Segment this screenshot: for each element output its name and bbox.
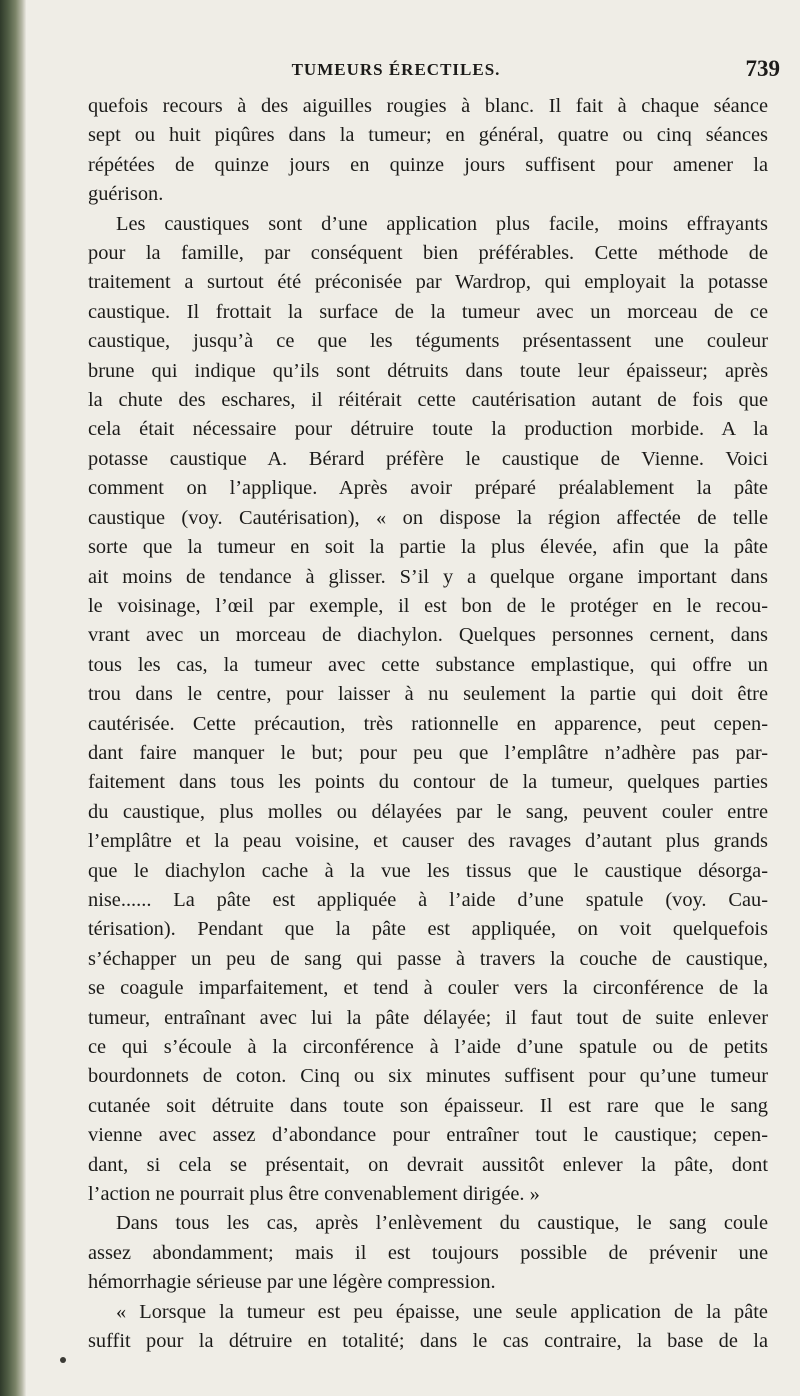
text-line: « Lorsque la tumeur est peu épaisse, une seule application de la pâte [116,1300,768,1323]
text-line: caustique (voy. Cautérisation), « on dispose la région affectée de telle [88,506,768,529]
text-line: bourdonnets de coton. Cinq ou six minutes suffisent pour qu’une tumeur [88,1065,768,1088]
text-line: vienne avec assez d’abondance pour entraîner tout le caustique; cepen- [88,1124,768,1147]
text-line: Les caustiques sont d’une application plus facile, moins effrayants [116,212,768,235]
text-line: comment on l’applique. Après avoir préparé préalablement la pâte [88,477,768,500]
text-line: le voisinage, l’œil par exemple, il est bon de le protéger en le recou- [88,594,768,617]
text-line: dant faire manquer le but; pour peu que l’emplâtre n’adhère pas par- [88,741,768,764]
text-line: brune qui indique qu’ils sont détruits dans toute leur épaisseur; après [88,359,768,382]
text-line: caustique. Il frottait la surface de la tumeur avec un morceau de ce [88,300,768,323]
text-line: sept ou huit piqûres dans la tumeur; en général, quatre ou cinq séances [88,124,768,147]
text-line: s’échapper un peu de sang qui passe à travers la couche de caustique, [88,947,768,970]
running-title: TUMEURS ÉRECTILES. [291,60,501,79]
text-line: Dans tous les cas, après l’enlèvement du caustique, le sang coule [116,1212,768,1235]
text-line: pour la famille, par conséquent bien préférables. Cette méthode de [88,242,768,265]
text-line: faitement dans tous les points du contour de la tumeur, quelques parties [88,771,768,794]
text-line: la chute des eschares, il réitérait cette cautérisation autant de fois que [88,389,768,412]
text-line: térisation). Pendant que la pâte est appliquée, on voit quelquefois [88,918,768,941]
text-line: assez abondamment; mais il est toujours possible de prévenir une [88,1241,768,1264]
book-page [26,0,800,1396]
text-line: ce qui s’écoule à la circonférence à l’aide d’une spatule ou de petits [88,1036,768,1058]
text-line: du caustique, plus molles ou délayées par le sang, peuvent couler entre [88,800,768,823]
text-line: cela était nécessaire pour détruire toute la production morbide. A la [88,418,768,441]
text-line: ait moins de tendance à glisser. S’il y a quelque organe important dans [88,565,768,588]
text-line: nise...... La pâte est appliquée à l’aide d’une spatule (voy. Cau- [88,888,768,911]
text-line: cutanée soit détruite dans toute son épaisseur. Il est rare que le sang [88,1094,768,1117]
text-line: tous les cas, la tumeur avec cette substance emplastique, qui offre un [88,653,768,676]
text-line: dant, si cela se présentait, on devrait aussitôt enlever la pâte, dont [88,1153,768,1176]
text-line: cautérisée. Cette précaution, très rationnelle en apparence, peut cepen- [88,712,768,735]
text-line: caustique, jusqu’à ce que les téguments présentassent une couleur [88,330,768,353]
text-line: trou dans le centre, pour laisser à nu seulement la partie qui doit être [88,683,768,706]
text-line: hémorrhagie sérieuse par une légère compression. [88,1271,496,1294]
page-header [26,56,800,86]
body-text [88,92,768,1356]
text-line: l’action ne pourrait plus être convenablement dirigée. » [88,1183,540,1206]
text-line: suffit pour la détruire en totalité; dans le cas contraire, la base de la [88,1330,768,1353]
text-line: tumeur, entraînant avec lui la pâte délayée; il faut tout de suite enlever [88,1006,768,1029]
text-line: quefois recours à des aiguilles rougies à blanc. Il fait à chaque séance [88,95,768,117]
text-line: guérison. [88,183,164,206]
page-number: 739 [745,56,780,81]
book-binding-edge [0,0,26,1396]
text-line: potasse caustique A. Bérard préfère le caustique de Vienne. Voici [88,447,768,470]
text-line: que le diachylon cache à la vue les tissus que le caustique désorga- [88,859,768,882]
text-line: traitement a surtout été préconisée par Wardrop, qui employait la potasse [88,271,768,294]
text-line: l’emplâtre et la peau voisine, et causer des ravages d’autant plus grands [88,830,768,853]
text-line: sorte que la tumeur en soit la partie la plus élevée, afin que la pâte [88,536,768,559]
ink-mark [60,1357,66,1363]
text-line: répétées de quinze jours en quinze jours suffisent pour amener la [88,153,768,176]
text-line: se coagule imparfaitement, et tend à couler vers la circonférence de la [88,977,768,1000]
text-line: vrant avec un morceau de diachylon. Quelques personnes cernent, dans [88,624,768,647]
